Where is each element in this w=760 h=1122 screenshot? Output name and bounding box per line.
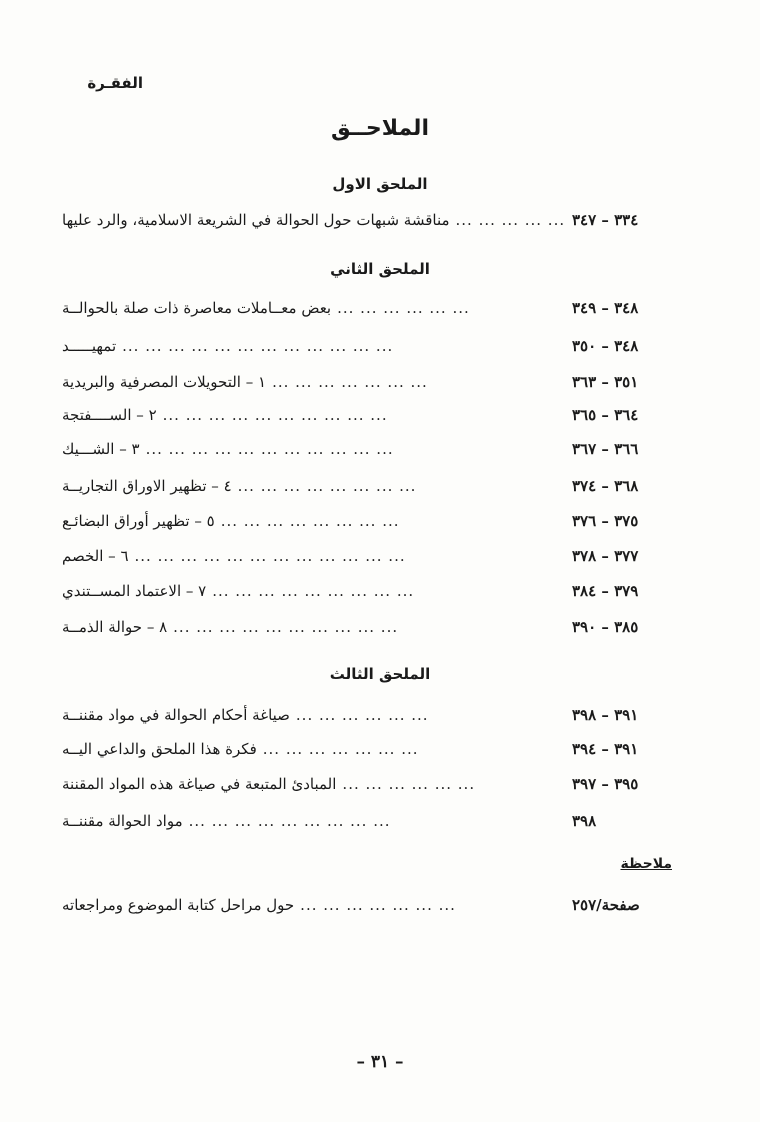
- leader-dots: ... ... ... ... ... ...: [295, 706, 429, 724]
- toc-entry-label: فكرة هذا الملحق والداعي اليــه: [62, 740, 257, 758]
- leader-dots: ... ... ... ... ... ... ... ... ...: [188, 812, 391, 830]
- toc-entry-label: تمهيـــــد: [62, 337, 117, 355]
- toc-entry-pages: ٣٩١ – ٣٩٤: [572, 740, 639, 758]
- toc-entry: [62, 402, 672, 428]
- toc-entry-label: المبادئ المتبعة في صياغة هذه المواد المقننة: [62, 775, 337, 793]
- note-heading: ملاحظة: [620, 856, 672, 872]
- leader-dots: ... ... ... ... ...: [455, 211, 566, 229]
- toc-entry-pages: ٣٩٥ – ٣٩٧: [572, 775, 639, 793]
- leader-dots: ... ... ... ... ... ... ... ... ... ... ... ...: [134, 547, 406, 565]
- toc-entry-pages: ٣٧٥ – ٣٧٦: [572, 512, 639, 530]
- toc-entry: [62, 578, 672, 604]
- leader-dots: ... ... ... ... ... ... ... ... ... ...: [162, 406, 388, 424]
- toc-entry-label: ٤ – تظهير الاوراق التجاريــة: [62, 477, 232, 495]
- toc-entry-pages: ٣٩١ – ٣٩٨: [572, 706, 639, 724]
- toc-entry-pages: ٣٤٨ – ٣٤٩: [572, 299, 639, 317]
- toc-entry: [62, 736, 672, 762]
- section-heading-appendix-1: الملحق الاول: [332, 175, 428, 193]
- toc-entry-pages: ٣٧٩ – ٣٨٤: [572, 582, 639, 600]
- leader-dots: ... ... ... ... ... ... ... ... ... ...: [173, 618, 399, 636]
- leader-dots: ... ... ... ... ... ... ...: [262, 740, 419, 758]
- toc-entry-label: مناقشة شبهات حول الحوالة في الشريعة الاسلامية، والرد عليها: [62, 211, 450, 229]
- column-header-label: الفقـرة: [87, 74, 143, 92]
- toc-entry: [62, 295, 672, 321]
- toc-entry-pages: ٣٦٤ – ٣٦٥: [572, 406, 639, 424]
- toc-entry-pages: ٣٦٨ – ٣٧٤: [572, 477, 639, 495]
- toc-entry-label: بعض معــاملات معاصرة ذات صلة بالحوالــة: [62, 299, 332, 317]
- leader-dots: ... ... ... ... ... ...: [342, 775, 476, 793]
- toc-entry: [62, 333, 672, 359]
- leader-dots: ... ... ... ... ... ... ... ...: [220, 512, 400, 530]
- section-heading-appendix-3: الملحق الثالث: [329, 665, 431, 683]
- toc-entry: [62, 543, 672, 569]
- toc-entry-pages: ٣٧٧ – ٣٧٨: [572, 547, 639, 565]
- toc-entry-label: صياغة أحكام الحوالة في مواد مقننــة: [62, 706, 290, 724]
- toc-entry-pages: ٣٨٥ – ٣٩٠: [572, 618, 639, 636]
- toc-entry-pages: صفحة/٢٥٧: [572, 896, 640, 914]
- leader-dots: ... ... ... ... ... ... ... ... ... ... ... ...: [122, 337, 394, 355]
- leader-dots: ... ... ... ... ... ... ...: [272, 373, 428, 391]
- toc-entry: [62, 614, 672, 640]
- leader-dots: ... ... ... ... ... ... ... ... ...: [212, 582, 415, 600]
- toc-entry: [62, 473, 672, 499]
- toc-entry-label: مواد الحوالة مقننــة: [62, 812, 183, 830]
- toc-entry-pages: ٣٤٨ – ٣٥٠: [572, 337, 639, 355]
- toc-entry-label: ٨ – حوالة الذمــة: [62, 618, 168, 636]
- toc-entry: [62, 369, 672, 395]
- toc-entry: [62, 892, 672, 918]
- toc-entry: [62, 771, 672, 797]
- toc-entry: [62, 207, 672, 233]
- leader-dots: ... ... ... ... ... ...: [337, 299, 470, 317]
- page-title: الملاحــق: [331, 116, 429, 141]
- toc-entry-label: ٣ – الشـــيك: [62, 440, 140, 458]
- toc-entry-pages: ٣٣٤ – ٣٤٧: [572, 211, 639, 229]
- leader-dots: ... ... ... ... ... ... ... ... ... ... ...: [145, 440, 394, 458]
- toc-entry-label: حول مراحل كتابة الموضوع ومراجعاته: [62, 896, 295, 914]
- toc-entry-pages: ٣٥١ – ٣٦٣: [572, 373, 639, 391]
- page-number: – ٣١ –: [356, 1052, 404, 1072]
- toc-entry: [62, 508, 672, 534]
- toc-entry: [62, 808, 672, 834]
- toc-entry-label: ٦ – الخصم: [62, 547, 129, 565]
- toc-entry-label: ٢ – الســــفتجة: [62, 406, 157, 424]
- toc-entry-pages: ٣٩٨: [572, 812, 597, 830]
- toc-entry-label: ٥ – تظهير أوراق البضائـع: [62, 512, 215, 530]
- section-heading-appendix-2: الملحق الثاني: [330, 260, 430, 278]
- leader-dots: ... ... ... ... ... ... ... ...: [237, 477, 417, 495]
- toc-entry: [62, 436, 672, 462]
- leader-dots: ... ... ... ... ... ... ...: [300, 896, 456, 914]
- toc-entry: [62, 702, 672, 728]
- toc-entry-label: ١ – التحويلات المصرفية والبريدية: [62, 373, 267, 391]
- toc-entry-pages: ٣٦٦ – ٣٦٧: [572, 440, 639, 458]
- toc-entry-label: ٧ – الاعتماد المســتندي: [62, 582, 207, 600]
